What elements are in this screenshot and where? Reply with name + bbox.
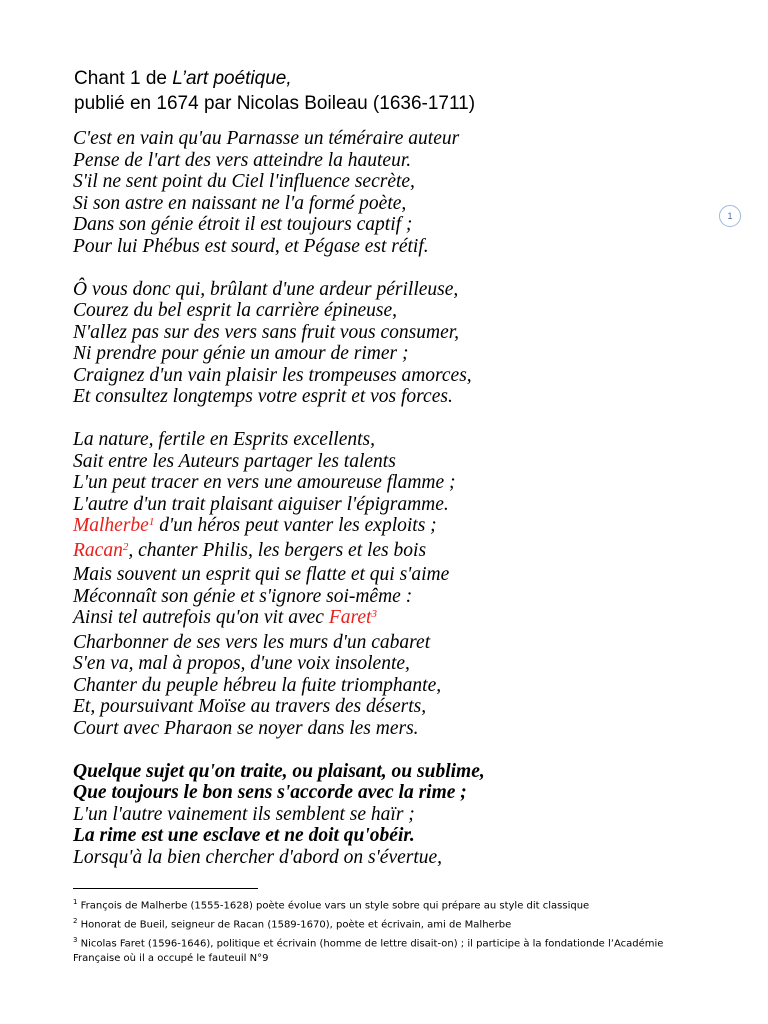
document-header (74, 66, 475, 116)
verse-line-bold: La rime est une esclave et ne doit qu'obéir. (73, 825, 415, 846)
footnote-text: Honorat de Bueil, seigneur de Racan (1589-1670), poète et écrivain, ami de Malherbe (80, 919, 512, 931)
footnote-ref-3[interactable]: 3 (371, 608, 377, 620)
footnote-3 (73, 933, 713, 952)
footnote-number: 2 (73, 916, 78, 925)
footnote-text: François de Malherbe (1555-1628) poète évolue vars un style sobre qui prépare au style dit classique (80, 900, 590, 912)
verse-line: N'allez pas sur des vers sans fruit vous consumer, (73, 321, 460, 343)
verse-line: L'autre d'un trait plaisant aiguiser l'épigramme. (73, 493, 449, 515)
verse-line: S'en va, mal à propos, d'une voix insolente, (73, 653, 410, 674)
verse-line: Et consultez longtemps votre esprit et vos forces. (73, 386, 453, 407)
verse-line: Si son astre en naissant ne l'a formé poète, (73, 192, 407, 214)
footnote-separator (73, 888, 258, 889)
verse-line-malherbe (73, 515, 485, 540)
verse-line: Craignez d'un vain plaisir les trompeuses amorces, (73, 364, 472, 386)
verse-line: Court avec Pharaon se noyer dans les mers. (73, 717, 419, 739)
header-line-2: publié en 1674 par Nicolas Boileau (1636-1711) (74, 93, 476, 114)
verse-line: Lorsqu'à la bien chercher d'abord on s'évertue, (73, 846, 443, 868)
verse-line: C'est en vain qu'au Parnasse un téméraire auteur (73, 128, 460, 149)
footnote-number: 1 (73, 898, 78, 906)
footnote-text: Nicolas Faret (1596-1646), politique et écrivain (homme de lettre disait-on) ; il participe à la fondationde l’Académie (80, 937, 664, 949)
verse-line: Sait entre les Auteurs partager les talents (73, 450, 396, 472)
verse-line-bold: Que toujours le bon sens s'accorde avec la rime ; (73, 782, 467, 803)
work-title: L’art poétique, (172, 68, 292, 89)
verse-line: L'un peut tracer en vers une amoureuse flamme ; (73, 472, 456, 493)
comment-marker[interactable]: 1 (719, 205, 741, 227)
verse-line-racan (73, 540, 485, 565)
footnotes (73, 895, 713, 967)
verse-line: L'un l'autre vainement ils semblent se haïr ; (73, 803, 415, 825)
footnote-ref-2[interactable]: 2 (122, 540, 129, 553)
stanza-1 (73, 128, 485, 257)
verse-line: La nature, fertile en Esprits excellents, (73, 429, 376, 450)
verse-line: Charbonner de ses vers les murs d'un cabaret (73, 631, 431, 653)
verse-line: S'il ne sent point du Ciel l'influence secrète, (73, 171, 415, 192)
verse-line: Courez du bel esprit la carrière épineuse, (73, 300, 398, 321)
footnote-2 (73, 914, 713, 933)
verse-line: Dans son génie étroit il est toujours captif ; (73, 214, 413, 235)
verse-line: Pour lui Phébus est sourd, et Pégase est rétif. (73, 235, 429, 257)
header-line-1 (74, 66, 475, 91)
stanza-2 (73, 279, 485, 408)
verse-line: Mais souvent un esprit qui se flatte et qui s'aime (73, 564, 450, 585)
footnote-number: 3 (73, 935, 78, 944)
verse-line: Pense de l'art des vers atteindre la hauteur. (73, 149, 412, 171)
verse-line-bold: Quelque sujet qu'on traite, ou plaisant, ou sublime, (73, 760, 485, 782)
footnote-ref-1[interactable]: 1 (148, 516, 155, 528)
verse-text: , chanter Philis, les bergers et les bois (128, 539, 427, 561)
footnote-3-continuation: Française où il a occupé le fauteuil N°9 (73, 953, 269, 965)
stanza-3 (73, 429, 485, 739)
name-malherbe: Malherbe (73, 515, 149, 536)
verse-line: Méconnaît son génie et s'ignore soi-même : (73, 585, 413, 607)
verse-line: Et, poursuivant Moïse au travers des déserts, (73, 696, 427, 717)
verse-line: Ni prendre pour génie un amour de rimer ; (73, 343, 409, 364)
name-faret: Faret (328, 607, 372, 628)
verse-line-faret (73, 607, 485, 632)
verse-text: Ainsi tel autrefois qu'on vit avec (73, 607, 329, 628)
poem (73, 128, 485, 868)
verse-text: d'un héros peut vanter les exploits ; (154, 515, 437, 536)
verse-line: Chanter du peuple hébreu la fuite triomphante, (73, 674, 442, 696)
header-prefix: Chant 1 de (74, 68, 173, 89)
name-racan: Racan (73, 539, 123, 561)
stanza-4 (73, 761, 485, 869)
verse-line: Ô vous donc qui, brûlant d'une ardeur périlleuse, (73, 278, 459, 300)
footnote-1 (73, 895, 713, 914)
